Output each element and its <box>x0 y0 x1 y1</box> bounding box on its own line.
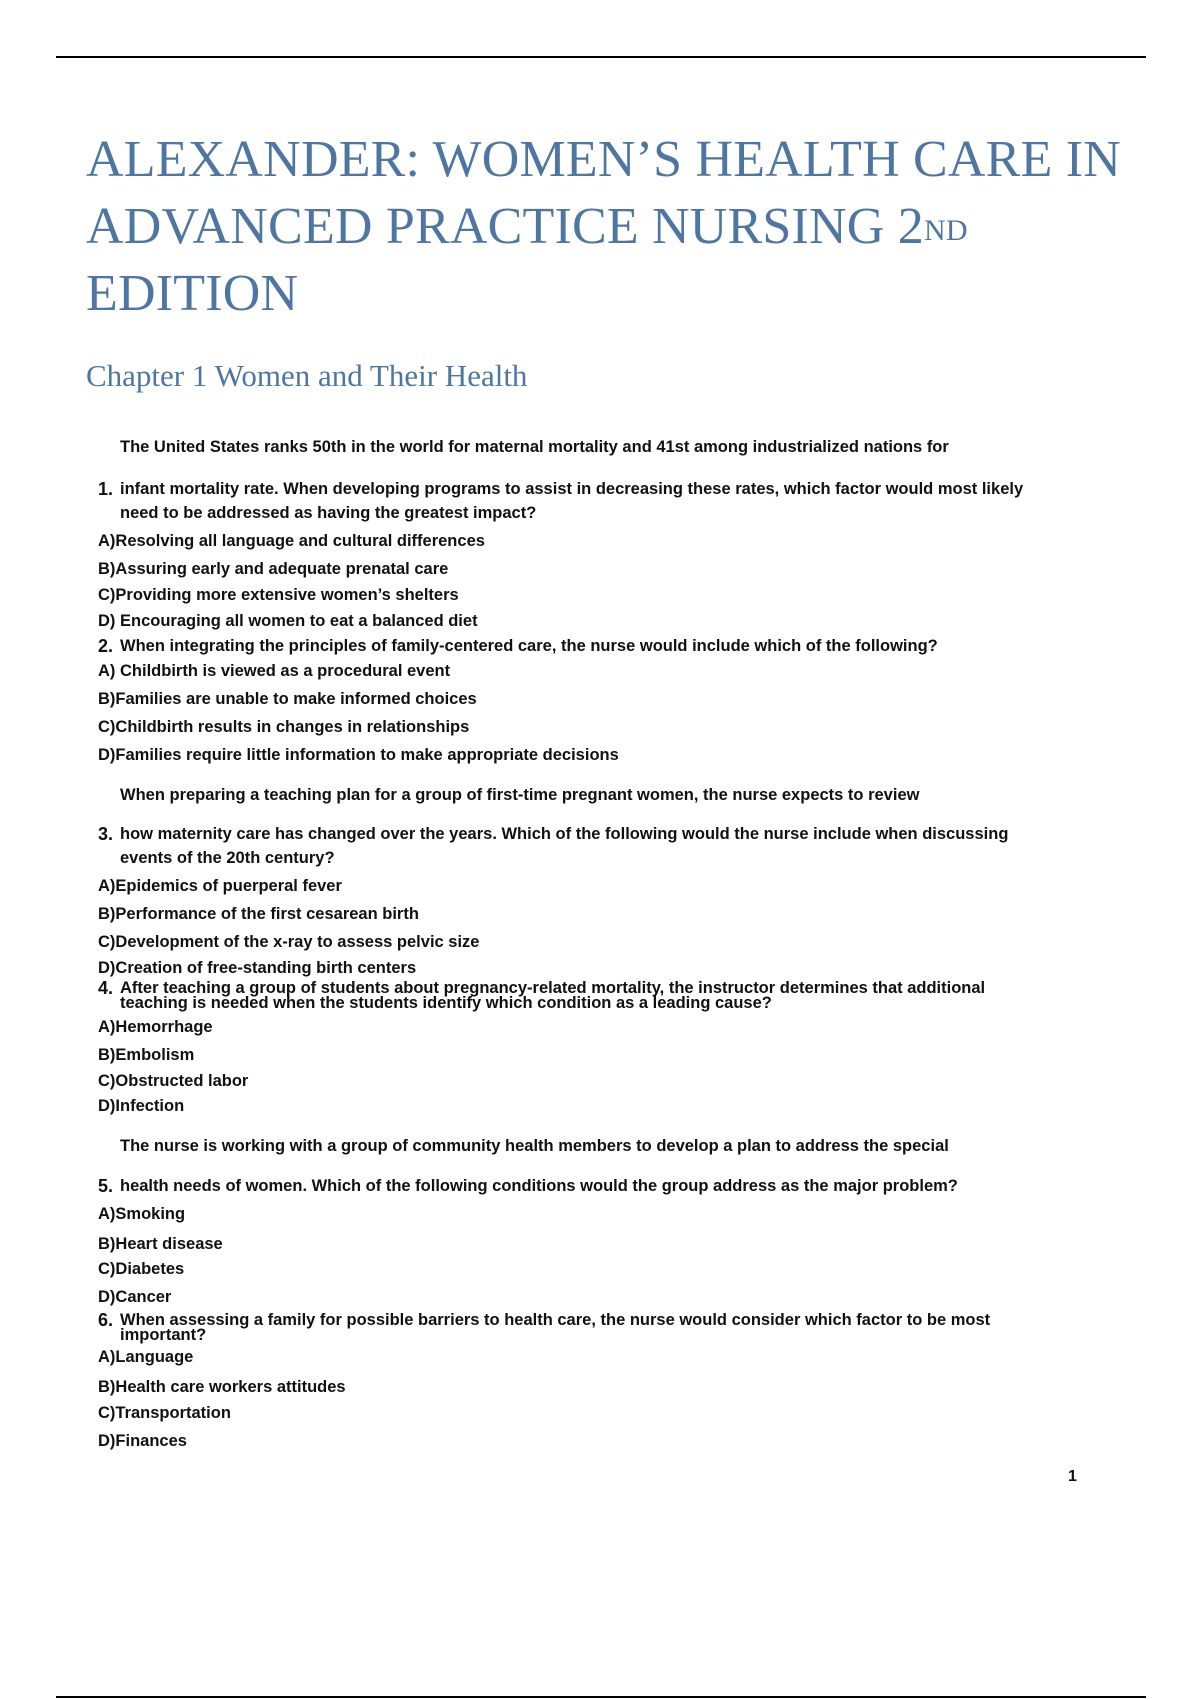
q6-option-d: D)Finances <box>98 1432 187 1450</box>
q2-number: 2. <box>98 636 114 656</box>
q3-option-a: A)Epidemics of puerperal fever <box>98 877 342 895</box>
footer-rule <box>56 1696 1146 1698</box>
q5-option-d: D)Cancer <box>98 1288 172 1306</box>
q1-lead: The United States ranks 50th in the world for maternal mortality and 41st among industrialized nations for <box>120 438 949 456</box>
q1-option-a: A)Resolving all language and cultural differences <box>98 532 485 550</box>
q2-option-c: C)Childbirth results in changes in relationships <box>98 718 470 736</box>
q5-option-a: A)Smoking <box>98 1205 186 1223</box>
q4-number: 4. <box>98 978 114 998</box>
header-rule <box>56 56 1146 58</box>
q3-option-c: C)Development of the x-ray to assess pelvic size <box>98 933 480 951</box>
q4-option-d: D)Infection <box>98 1097 185 1115</box>
q5-option-b: B)Heart disease <box>98 1235 223 1253</box>
q1-option-c: C)Providing more extensive women’s shelters <box>98 586 459 604</box>
q4-option-a: A)Hemorrhage <box>98 1018 213 1036</box>
document-title: ALEXANDER: WOMEN’S HEALTH CARE IN ADVANCED PRACTICE NURSING 2ND EDITION <box>86 131 1121 322</box>
q3-option-d: D)Creation of free-standing birth centers <box>98 959 417 977</box>
q5-number: 5. <box>98 1176 114 1196</box>
q3-option-b: B)Performance of the first cesarean birth <box>98 905 419 923</box>
q6-stem-cont: important? <box>120 1326 207 1344</box>
q5-option-c: C)Diabetes <box>98 1260 185 1278</box>
q2-stem: When integrating the principles of family-centered care, the nurse would include which of the following? <box>120 637 938 655</box>
q5-lead: The nurse is working with a group of community health members to develop a plan to address the special <box>120 1137 949 1155</box>
q4-stem-cont: teaching is needed when the students identify which condition as a leading cause? <box>120 994 772 1012</box>
q4-option-c: C)Obstructed labor <box>98 1072 249 1090</box>
q6-number: 6. <box>98 1310 114 1330</box>
page-number: 1 <box>1068 1468 1077 1485</box>
q4-option-b: B)Embolism <box>98 1046 195 1064</box>
q3-stem-cont: events of the 20th century? <box>120 849 335 867</box>
title-superscript: ND <box>923 214 968 247</box>
q3-lead: When preparing a teaching plan for a group of first-time pregnant women, the nurse expects to review <box>120 786 920 804</box>
q2-option-a: A) Childbirth is viewed as a procedural event <box>98 662 451 680</box>
q1-stem: infant mortality rate. When developing programs to assist in decreasing these rates, which factor would most likely <box>120 480 1024 498</box>
q4-stem: After teaching a group of students about pregnancy-related mortality, the instructor determines that additional <box>120 979 986 997</box>
q5-stem: health needs of women. Which of the following conditions would the group address as the major problem? <box>120 1177 958 1195</box>
chapter-heading: Chapter 1 Women and Their Health <box>86 358 528 393</box>
q1-number: 1. <box>98 479 114 499</box>
q1-stem-cont: need to be addressed as having the greatest impact? <box>120 504 537 522</box>
q6-option-b: B)Health care workers attitudes <box>98 1378 346 1396</box>
q2-option-b: B)Families are unable to make informed choices <box>98 690 477 708</box>
q3-number: 3. <box>98 824 114 844</box>
title-edition: EDITION <box>86 265 299 322</box>
q2-option-d: D)Families require little information to make appropriate decisions <box>98 746 619 764</box>
q1-option-d: D) Encouraging all women to eat a balanced diet <box>98 612 478 630</box>
q1-option-b: B)Assuring early and adequate prenatal care <box>98 560 449 578</box>
q6-option-c: C)Transportation <box>98 1404 231 1422</box>
q3-stem: how maternity care has changed over the years. Which of the following would the nurse include when discussing <box>120 825 1009 843</box>
q6-option-a: A)Language <box>98 1348 194 1366</box>
q6-stem: When assessing a family for possible barriers to health care, the nurse would consider which factor to be most <box>120 1311 991 1329</box>
